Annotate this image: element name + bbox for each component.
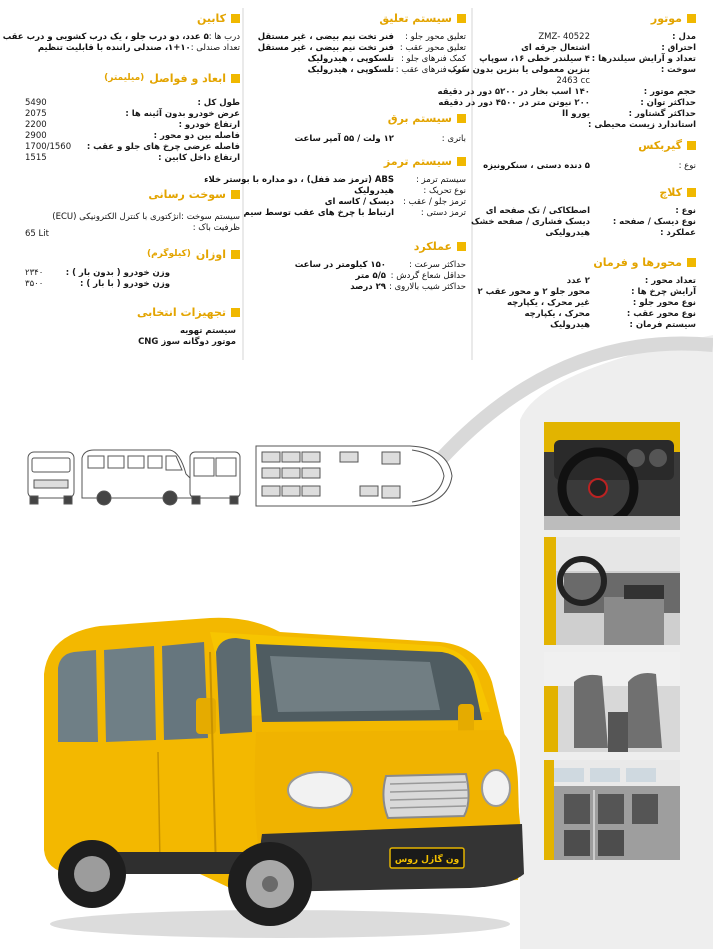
spec-row: حداقل شعاع گردش : ۵/۵ متر [355, 271, 466, 281]
spec-row: تعداد صندلی : ۱+۱۰، صندلی راننده با قابلیت تنظیم [37, 43, 240, 53]
cabin-section [2, 10, 240, 54]
weights-header [22, 246, 240, 262]
section-title: سوخت رسانی [148, 187, 226, 201]
bullet-square-icon [457, 157, 466, 166]
spec-row: کمک فنرهای عقب : تلسکوپی ، هیدرولیک [307, 65, 466, 75]
optional-item: سیستم تهویه [179, 326, 236, 336]
photo-front-seats [544, 652, 680, 752]
bullet-square-icon [231, 190, 240, 199]
side-window-rear [58, 650, 98, 742]
electrical-header [250, 110, 466, 126]
yellow-van-photo [30, 612, 530, 942]
spec-row: حداکثر سرعت : ۱۵۰ کیلومتر در ساعت [294, 260, 466, 270]
van-outline-drawings [20, 440, 460, 510]
performance-section [250, 238, 466, 293]
spec-row: کمک فنرهای جلو : تلسکوپی ، هیدرولیک [307, 54, 466, 64]
section-title: کابین [196, 11, 226, 25]
spec-row: حداکثر شیب بالاروی : ۲۹ درصد [350, 282, 466, 292]
section-title: تجهیزات انتخابی [136, 305, 226, 319]
suspension-section [250, 10, 466, 76]
van-side-view [82, 450, 192, 505]
bullet-square-icon [687, 258, 696, 267]
dimensions-section [22, 70, 240, 170]
axles-header [478, 254, 696, 270]
brakes-section [204, 153, 466, 219]
section-title: سیستم تعلیق [379, 11, 452, 25]
side-window-middle [104, 646, 156, 742]
clutch-values: اصطکاکی / تک صفحه ای دیسک فشاری / صفحه خشک هیدرولیکی [470, 206, 590, 238]
weights-section [22, 246, 240, 292]
weight-labels: وزن خودرو ( بدون بار ) : وزن خودرو ( با بار ) : [65, 268, 170, 289]
section-title: کلاچ [659, 185, 682, 199]
spec-row: ترمز جلو / عقب : دیسک / کاسه ای [324, 197, 466, 207]
front-grille [383, 774, 468, 818]
spec-row: تعلیق محور جلو : فنر تخت نیم بیضی ، غیر مستقل [257, 32, 466, 42]
license-plate-text: ون گازل روس [394, 855, 460, 865]
suspension-header [250, 10, 466, 26]
spec-row: ظرفیت باک : [192, 223, 240, 233]
section-title: سیستم ترمز [383, 154, 452, 168]
dimension-values: 5490 2075 2200 2900 1700/1560 1515 [25, 98, 72, 163]
bullet-square-icon [457, 14, 466, 23]
clutch-header [478, 184, 696, 200]
engine-header [478, 10, 696, 26]
tank-value: 65 Lit [25, 229, 49, 239]
cabin-header [22, 10, 240, 26]
spec-row: سیستم سوخت : انژکتوری با کنترل الکترونیکی (ECU) [52, 212, 240, 222]
gearbox-header [478, 137, 696, 153]
axle-values: ۲ عدد محور جلو ۲ و محور عقب ۲ غیر محرک ، یکپارچه محرک ، یکپارچه هیدرولیک [477, 276, 590, 330]
door-window [216, 638, 252, 734]
van-top-seating-plan [256, 446, 452, 506]
photo-driver-cockpit [544, 537, 680, 645]
performance-header [250, 238, 466, 254]
brakes-header [250, 153, 466, 169]
bullet-square-icon [231, 74, 240, 83]
section-title: محورها و فرمان [593, 255, 682, 269]
dimensions-header [22, 70, 240, 86]
spec-row: نوع تحریک : هیدرولیک [354, 186, 466, 196]
clutch-labels: نوع : نوع دیسک / صفحه : عملکرد : [612, 206, 696, 238]
section-title: گیربکس [638, 138, 682, 152]
section-title: عملکرد [413, 239, 452, 253]
photo-passenger-cabin [544, 760, 680, 860]
spec-row: باتری : ۱۲ ولت / ۵۵ آمپر ساعت [294, 134, 466, 144]
van-rear-view [190, 452, 240, 504]
fuel-section [22, 186, 240, 239]
optional-equipment-section [22, 304, 240, 348]
bullet-square-icon [231, 250, 240, 259]
bullet-square-icon [687, 141, 696, 150]
photo-dashboard-steering [544, 422, 680, 530]
spec-row: درب ها : ۵ عدد، دو درب جلو ، یک درب کشویی و درب عقب [2, 32, 240, 42]
side-mirror-right [458, 704, 474, 734]
bullet-square-icon [687, 188, 696, 197]
engine-labels: مدل : احتراق : تعداد و آرایش سیلندرها : سوخت : حجم موتور : حداکثر توان : حداکثر گشتاور : استاندارد زیست محیطی : [588, 32, 696, 130]
fuel-header [22, 186, 240, 202]
weight-values: ۲۳۴۰ ۳۵۰۰ [25, 268, 44, 289]
gearbox-section [478, 137, 696, 172]
spec-row: تعلیق محور عقب : فنر تخت نیم بیضی ، غیر مستقل [257, 43, 466, 53]
bullet-square-icon [457, 242, 466, 251]
bullet-square-icon [231, 308, 240, 317]
clutch-section [470, 184, 696, 242]
dimension-labels: طول کل : عرض خودرو بدون آئینه ها : ارتفاع خودرو : فاصله بین دو محور : فاصله عرضی چرخ های جلو و عقب : ارتفاع داخل کابین : [86, 98, 240, 163]
section-title: سیستم برق [387, 111, 452, 125]
spec-row: سیستم ترمز : ABS (ترمز ضد قفل) ، دو مداره با بوستر خلاء [204, 175, 466, 185]
section-title: موتور [650, 11, 682, 25]
headlight-left [288, 772, 352, 808]
engine-section [437, 10, 696, 132]
axle-labels: تعداد محور : آرایش چرخ ها : نوع محور جلو : نوع محور عقب : سیستم فرمان : [626, 276, 696, 330]
spec-row: نوع : ۵ دنده دستی ، سنکرونیزه [483, 161, 696, 171]
electrical-section [250, 110, 466, 145]
optional-header [22, 304, 240, 320]
section-title: اوزان [195, 247, 226, 261]
bullet-square-icon [687, 14, 696, 23]
van-front-view [28, 452, 74, 504]
section-title: ابعاد و فواصل [149, 71, 226, 85]
spec-row: ترمز دستی : ارتباط با چرخ های عقب توسط سیم [243, 208, 466, 218]
section-unit: (میلیمتر) [104, 73, 145, 83]
engine-values: ZMZ- 40522 اشتعال جرقه ای ۴ سیلندر خطی ۱۶، سوپاپ بنزین معمولی یا بنزین بدون سرب 2463 cc ۱۴۰ اسب بخار در ۵۲۰۰ دور در دقیقه ۲۰۰ نیوتن متر در ۴۵۰۰ دور در دقیقه یورو II [437, 32, 590, 119]
bullet-square-icon [231, 14, 240, 23]
headlight-right [482, 770, 510, 806]
optional-item: موتور دوگانه سوز CNG [138, 337, 236, 347]
section-unit: (کیلوگرم) [147, 249, 191, 259]
axles-section [478, 254, 696, 336]
